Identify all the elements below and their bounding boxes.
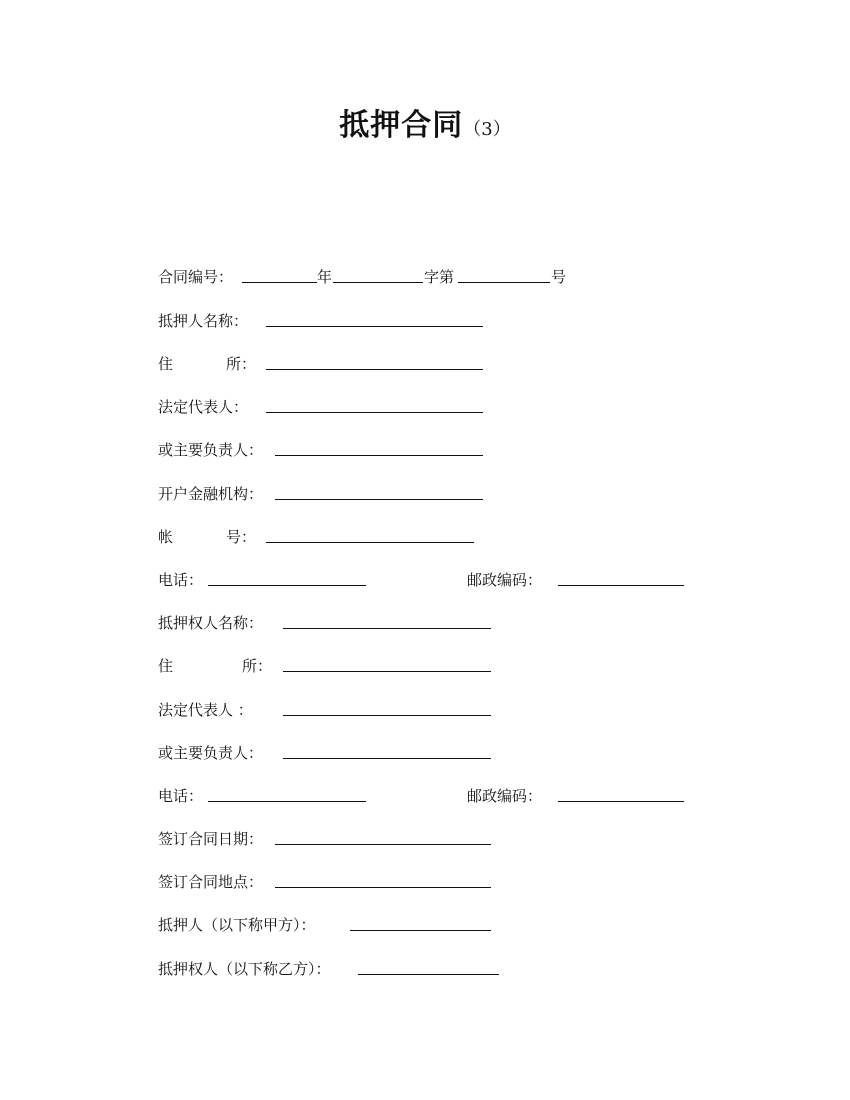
mortgagee-address-blank — [283, 653, 491, 672]
mortgagee-phone-line — [158, 783, 698, 809]
mortgagee-legal-rep-blank — [283, 697, 491, 716]
mortgagee-name-blank — [283, 610, 491, 629]
mortgagor-postcode-label: 邮政编码： — [467, 571, 543, 589]
mortgagor-name-blank — [266, 308, 483, 327]
mortgagor-address-line — [158, 351, 488, 377]
mortgagor-address-label-1: 住 — [158, 355, 174, 373]
signing-date-label: 签订合同日期： — [158, 830, 264, 848]
mortgagee-address-line — [158, 653, 498, 679]
mortgagee-principal-blank — [283, 740, 491, 759]
mortgagor-account-label-2: 号： — [226, 528, 257, 546]
mortgagee-name-label: 抵押权人名称： — [158, 614, 264, 632]
mortgagor-bank-blank — [275, 481, 483, 500]
mortgagor-bank-line — [158, 481, 488, 507]
mortgagor-phone-blank — [208, 567, 366, 586]
mortgagee-phone-label: 电话： — [158, 787, 204, 805]
mortgagor-name-label: 抵押人名称： — [158, 312, 249, 330]
mortgagor-account-line — [158, 524, 488, 550]
mortgagor-phone-label: 电话： — [158, 571, 204, 589]
party-b-blank — [358, 956, 499, 975]
contract-number-blank-3 — [458, 264, 550, 283]
signing-place-label: 签订合同地点： — [158, 873, 264, 891]
mortgagor-account-blank — [266, 524, 474, 543]
party-a-line — [158, 912, 498, 938]
mortgagee-phone-blank — [208, 783, 366, 802]
mortgagee-principal-label: 或主要负责人： — [158, 744, 264, 762]
hao-label: 号 — [551, 268, 567, 286]
mortgagor-legal-rep-blank — [266, 394, 483, 413]
year-label: 年 — [317, 268, 333, 286]
mortgagor-postcode-blank — [558, 567, 684, 586]
mortgagor-principal-label: 或主要负责人： — [158, 441, 264, 459]
signing-place-blank — [275, 869, 491, 888]
party-b-line — [158, 956, 503, 982]
mortgagor-phone-line — [158, 567, 698, 593]
zi-di-label: 字第 — [424, 268, 455, 286]
mortgagee-postcode-blank — [558, 783, 684, 802]
signing-date-line — [158, 826, 498, 852]
party-a-blank — [350, 912, 491, 931]
contract-number-blank-2 — [333, 264, 423, 283]
contract-number-blank-1 — [242, 264, 317, 283]
document-title — [0, 100, 850, 144]
signing-place-line — [158, 869, 498, 895]
mortgagor-legal-rep-label: 法定代表人： — [158, 398, 249, 416]
mortgagor-legal-rep-line — [158, 394, 488, 420]
party-b-label: 抵押权人（以下称乙方）： — [158, 960, 331, 978]
mortgagee-legal-rep-label: 法定代表人 ： — [158, 701, 253, 719]
mortgagee-principal-line — [158, 740, 498, 766]
mortgagor-name-line — [158, 308, 488, 334]
mortgagee-name-line — [158, 610, 498, 636]
contract-number-line — [158, 264, 578, 290]
mortgagee-address-label-2: 所： — [242, 657, 273, 675]
mortgagor-account-label-1: 帐 — [158, 528, 174, 546]
contract-number-label: 合同编号： — [158, 268, 234, 286]
mortgagor-principal-line — [158, 437, 488, 463]
mortgagee-legal-rep-line — [158, 697, 498, 723]
title-main: 抵押合同 — [339, 108, 464, 143]
signing-date-blank — [275, 826, 491, 845]
title-suffix: （3） — [463, 119, 511, 140]
party-a-label: 抵押人（以下称甲方）： — [158, 916, 316, 934]
mortgagor-address-blank — [266, 351, 483, 370]
mortgagee-postcode-label: 邮政编码： — [467, 787, 543, 805]
mortgagee-address-label-1: 住 — [158, 657, 174, 675]
mortgagor-bank-label: 开户金融机构： — [158, 485, 264, 503]
mortgagor-address-label-2: 所： — [226, 355, 257, 373]
mortgagor-principal-blank — [275, 437, 483, 456]
